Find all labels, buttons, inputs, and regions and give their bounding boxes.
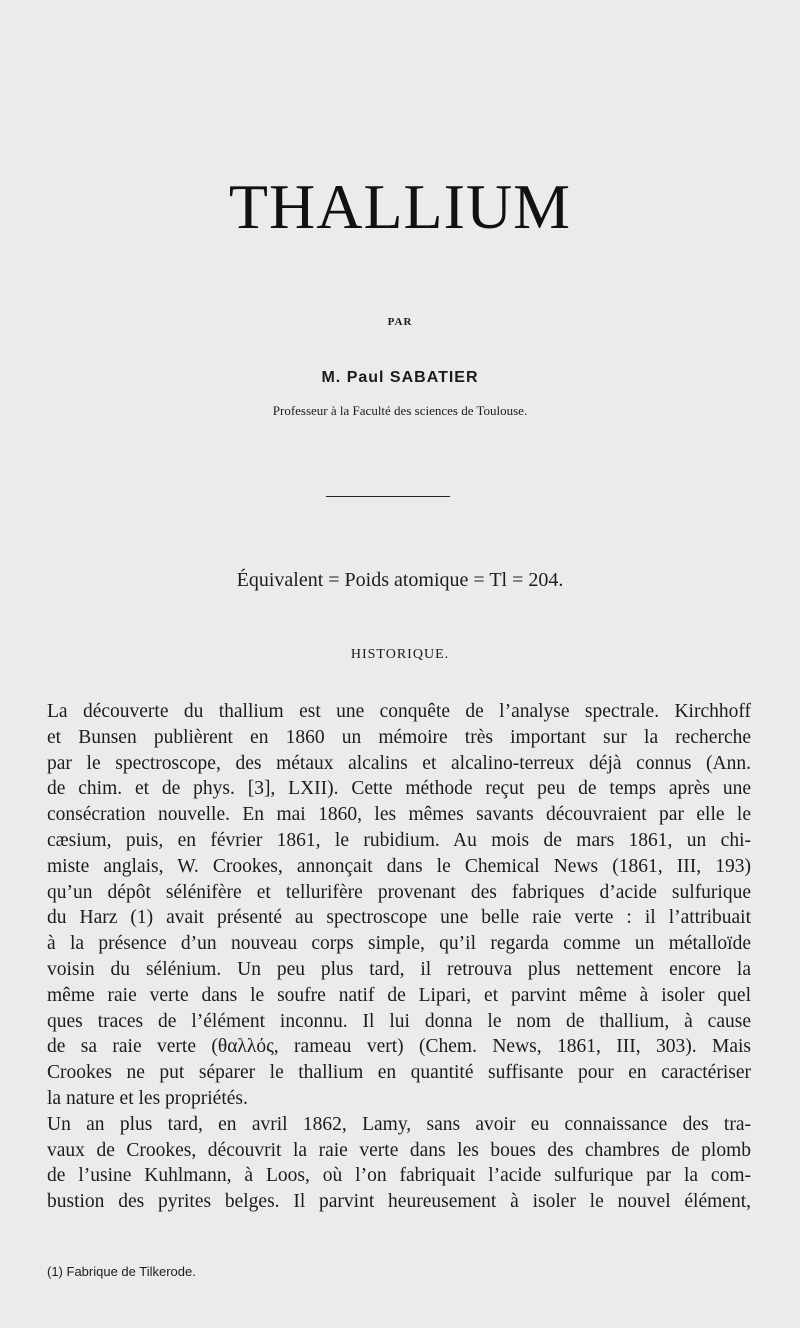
section-heading: HISTORIQUE. [350, 647, 450, 662]
text-line: même raie verte dans le soufre natif de Lipari, et parvint même à isoler quel [47, 984, 751, 1006]
text-line: de chim. et de phys. [3], LXII). Cette méthode reçut peu de temps après une [47, 778, 751, 800]
text-line: de l’usine Kuhlmann, à Loos, où l’on fabriquait l’acide sulfurique par la com- [47, 1165, 751, 1187]
text-line: vaux de Crookes, découvrit la raie verte dans les boues des chambres de plomb [47, 1139, 751, 1161]
text-line: voisin du sélénium. Un peu plus tard, il retrouva plus nettement encore la [47, 958, 751, 980]
text-line: cæsium, puis, en février 1861, le rubidium. Au mois de mars 1861, un chi- [47, 829, 751, 851]
text-line: de sa raie verte (θαλλός, rameau vert) (Chem. News, 1861, III, 303). Mais [47, 1036, 751, 1058]
text-line: Un an plus tard, en avril 1862, Lamy, sans avoir eu connaissance des tra- [47, 1113, 751, 1135]
paragraph-2 [47, 1112, 751, 1215]
text-line: la nature et les propriétés. [47, 1087, 248, 1109]
byline-par: PAR [387, 316, 413, 328]
text-line: par le spectroscope, des métaux alcalins et alcalino-terreux déjà connus (Ann. [47, 752, 751, 774]
text-line: Crookes ne put séparer le thallium en quantité suffisante pour en caractériser [47, 1062, 751, 1084]
paragraph-1 [47, 699, 751, 1112]
equivalent-line: Équivalent = Poids atomique = Tl = 204. [236, 569, 564, 591]
text-line: à la présence d’un nouveau corps simple, qu’il regarda comme un métalloïde [47, 933, 751, 955]
text-line: miste anglais, W. Crookes, annonçait dans le Chemical News (1861, III, 193) [47, 855, 751, 877]
text-line: bustion des pyrites belges. Il parvint heureusement à isoler le nouvel élément, [47, 1191, 751, 1213]
text-line: ques traces de l’élément inconnu. Il lui donna le nom de thallium, à cause [47, 1010, 751, 1032]
text-line: qu’un dépôt sélénifère et tellurifère provenant des fabriques d’acide sulfurique [47, 881, 751, 903]
author-affiliation: Professeur à la Faculté des sciences de Toulouse. [272, 403, 528, 418]
author-name: M. Paul SABATIER [321, 369, 479, 386]
text-line: consécration nouvelle. En mai 1860, les mêmes savants découvraient par elle le [47, 804, 751, 826]
text-line: La découverte du thallium est une conquête de l’analyse spectrale. Kirchhoff [47, 701, 751, 722]
text-line: du Harz (1) avait présenté au spectroscope une belle raie verte : il l’attribuait [47, 907, 751, 929]
separator-rule [326, 496, 450, 497]
footnote: (1) Fabrique de Tilkerode. [47, 1264, 196, 1279]
text-line: et Bunsen publièrent en 1860 un mémoire très important sur la recherche [47, 726, 751, 748]
page-title: THALLIUM [228, 171, 572, 242]
body-text [47, 699, 751, 1215]
